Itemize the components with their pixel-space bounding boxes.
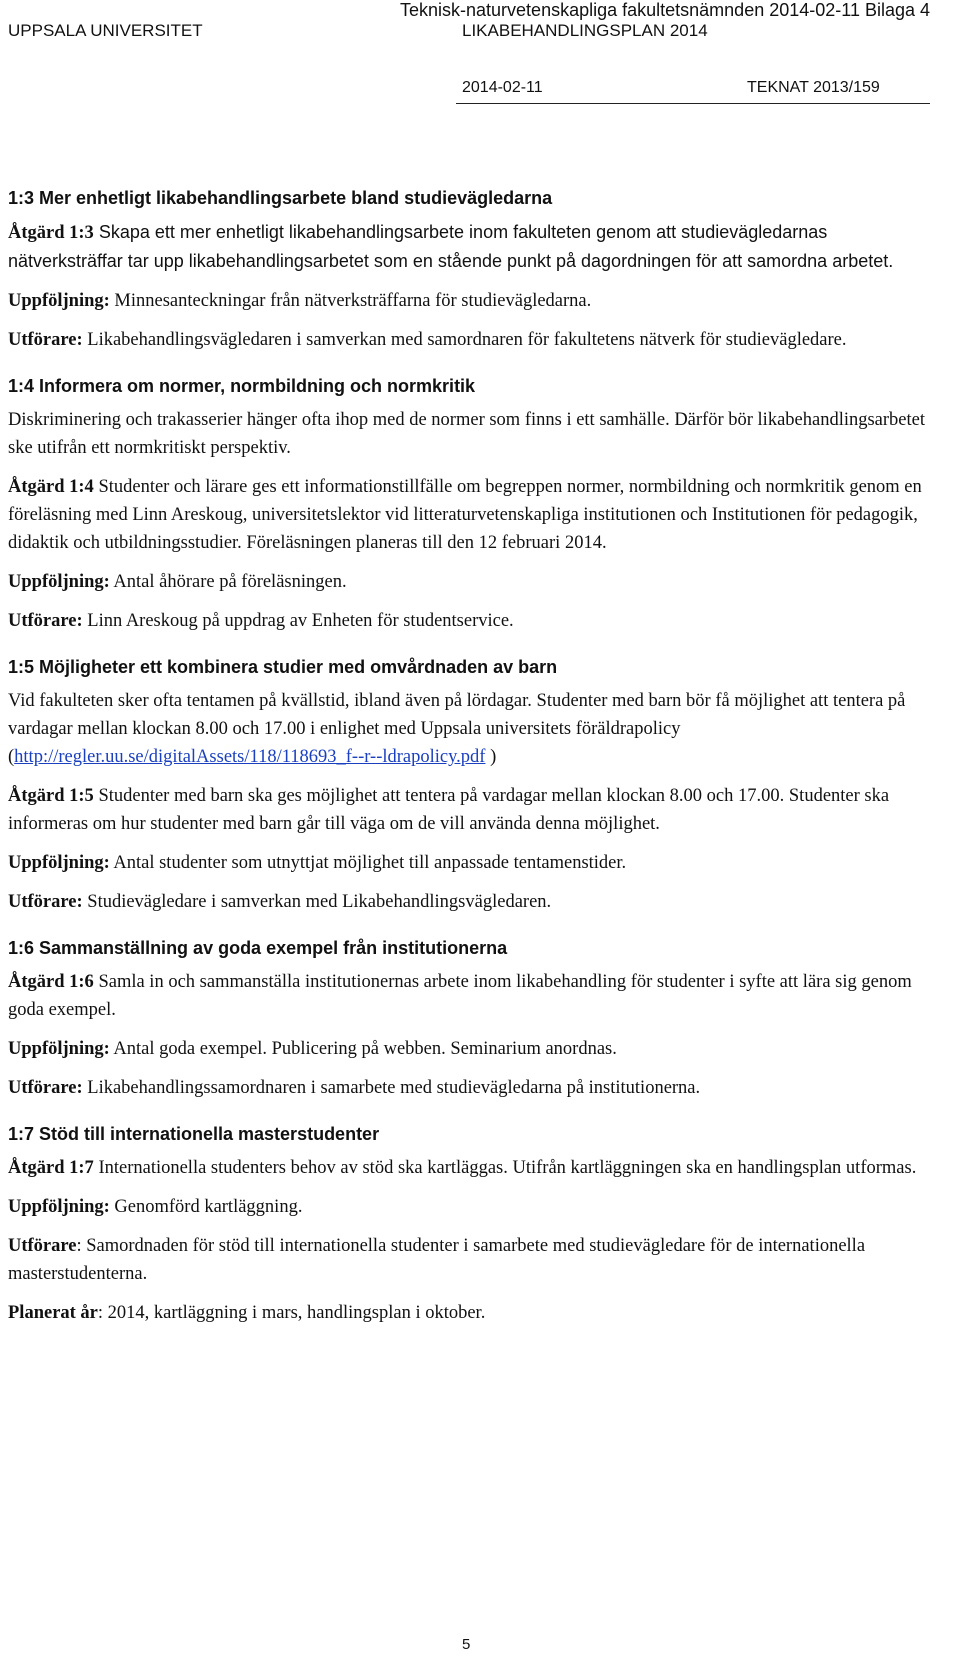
utforare-label: Utförare: — [8, 330, 83, 350]
atgard-text: Studenter och lärare ges ett informationstillfälle om begreppen normer, normbildning och normkritik genom en föreläsning med Linn Areskoug, universitetslektor vid litteraturvetenskapliga institutionen och Institutionen för pedagogik, didaktik och utbildningsstudier. Föreläsningen planeras till den 12 februari 2014. — [8, 477, 922, 553]
header-university: UPPSALA UNIVERSITET — [8, 21, 203, 40]
section-1-7 — [8, 1122, 930, 1327]
utforare-paragraph — [8, 888, 930, 916]
header-plan-title: LIKABEHANDLINGSPLAN 2014 — [462, 21, 708, 40]
atgard-text: Samla in och sammanställa institutionernas arbete inom likabehandling för studenter i syfte att lära sig genom goda exempel. — [8, 972, 912, 1020]
utforare-paragraph — [8, 326, 930, 354]
atgard-label: Åtgärd 1:5 — [8, 786, 94, 806]
utforare-paragraph — [8, 607, 930, 635]
section-title: 1:4 Informera om normer, normbildning och normkritik — [8, 376, 476, 396]
atgard-paragraph — [8, 1154, 930, 1182]
uppfoljning-paragraph — [8, 849, 930, 877]
utforare-paragraph — [8, 1232, 930, 1288]
section-title: 1:3 Mer enhetligt likabehandlingsarbete bland studievägledarna — [8, 188, 553, 208]
utforare-label: Utförare: — [8, 892, 83, 912]
atgard-label: Åtgärd 1:3 — [8, 223, 94, 243]
utforare-text: Linn Areskoug på uppdrag av Enheten för studentservice. — [82, 611, 514, 631]
atgard-text: Studenter med barn ska ges möjlighet att tentera på vardagar mellan klockan 8.00 och 17.00. Studenter ska informeras om hur studenter med barn går till väga om de vill använda denna möjlighet. — [8, 786, 890, 834]
section-1-4 — [8, 374, 930, 635]
uppfoljning-label: Uppföljning: — [8, 1197, 110, 1217]
utforare-text: Likabehandlingssamordnaren i samarbete med studievägledarna på institutionerna. — [82, 1078, 701, 1098]
section-1-6 — [8, 936, 930, 1102]
header-divider — [456, 103, 930, 104]
uppfoljning-text: Antal studenter som utnyttjat möjlighet till anpassade tentamenstider. — [109, 853, 627, 873]
section-1-3 — [8, 186, 930, 354]
utforare-text: Studievägledare i samverkan med Likabehandlingsvägledaren. — [82, 892, 552, 912]
atgard-paragraph — [8, 968, 930, 1024]
section-title: 1:6 Sammanställning av goda exempel från institutionerna — [8, 938, 508, 958]
intro-text: Vid fakulteten sker ofta tentamen på kvällstid, ibland även på lördagar. Studenter med barn bör få möjlighet att tentera på vardagar mellan klockan 8.00 och 17.00 i enlighet med Uppsala universitets föräldrapolicy ( — [8, 691, 906, 767]
uppfoljning-paragraph — [8, 568, 930, 596]
uppfoljning-paragraph — [8, 1193, 930, 1221]
intro-paragraph: Diskriminering och trakasserier hänger ofta ihop med de normer som finns i ett samhälle. Därför bör likabehandlingsarbetet ske utifrån ett normkritiskt perspektiv. — [8, 410, 926, 458]
section-title: 1:5 Möjligheter ett kombinera studier med omvårdnaden av barn — [8, 657, 558, 677]
atgard-paragraph — [8, 218, 930, 276]
atgard-paragraph — [8, 782, 930, 838]
policy-link[interactable]: http://regler.uu.se/digitalAssets/118/118693_f--r--ldrapolicy.pdf — [14, 747, 486, 767]
utforare-label: Utförare: — [8, 1078, 83, 1098]
uppfoljning-text: Minnesanteckningar från nätverksträffarna för studievägledarna. — [109, 291, 592, 311]
atgard-label: Åtgärd 1:6 — [8, 972, 94, 992]
uppfoljning-paragraph — [8, 1035, 930, 1063]
uppfoljning-text: Genomförd kartläggning. — [109, 1197, 303, 1217]
section-1-5 — [8, 655, 930, 916]
uppfoljning-label: Uppföljning: — [8, 853, 110, 873]
utforare-label: Utförare — [8, 1236, 77, 1256]
page-number: 5 — [462, 1636, 471, 1653]
planerat-label: Planerat år — [8, 1303, 98, 1323]
atgard-label: Åtgärd 1:7 — [8, 1158, 94, 1178]
atgard-label: Åtgärd 1:4 — [8, 477, 94, 497]
planerat-text: : 2014, kartläggning i mars, handlingsplan i oktober. — [97, 1303, 486, 1323]
atgard-text: Skapa ett mer enhetligt likabehandlingsarbete inom fakulteten genom att studievägledarnas nätverksträffar tar upp likabehandlingsarbetet som en stående punkt på dagordningen för att samordna arbetet. — [8, 222, 894, 271]
header-date: 2014-02-11 — [462, 79, 543, 96]
uppfoljning-label: Uppföljning: — [8, 572, 110, 592]
utforare-text: : Samordnaden för stöd till internationella studenter i samarbete med studievägledare för de internationella masterstudenterna. — [8, 1236, 866, 1284]
intro-paragraph — [8, 687, 930, 771]
uppfoljning-label: Uppföljning: — [8, 291, 110, 311]
planerat-paragraph — [8, 1299, 930, 1327]
atgard-paragraph — [8, 473, 930, 557]
header-committee: Teknisk-naturvetenskapliga fakultetsnämnden 2014-02-11 Bilaga 4 — [400, 0, 930, 20]
uppfoljning-text: Antal åhörare på föreläsningen. — [109, 572, 347, 592]
utforare-label: Utförare: — [8, 611, 83, 631]
document-body — [8, 186, 930, 1347]
header-reference: TEKNAT 2013/159 — [747, 79, 880, 96]
utforare-text: Likabehandlingsvägledaren i samverkan med samordnaren för fakultetens nätverk för studievägledare. — [82, 330, 847, 350]
intro-end: ) — [485, 747, 497, 767]
uppfoljning-text: Antal goda exempel. Publicering på webben. Seminarium anordnas. — [109, 1039, 617, 1059]
utforare-paragraph — [8, 1074, 930, 1102]
uppfoljning-paragraph — [8, 287, 930, 315]
section-title: 1:7 Stöd till internationella masterstudenter — [8, 1124, 380, 1144]
uppfoljning-label: Uppföljning: — [8, 1039, 110, 1059]
atgard-text: Internationella studenters behov av stöd ska kartläggas. Utifrån kartläggningen ska en handlingsplan utformas. — [93, 1158, 917, 1178]
